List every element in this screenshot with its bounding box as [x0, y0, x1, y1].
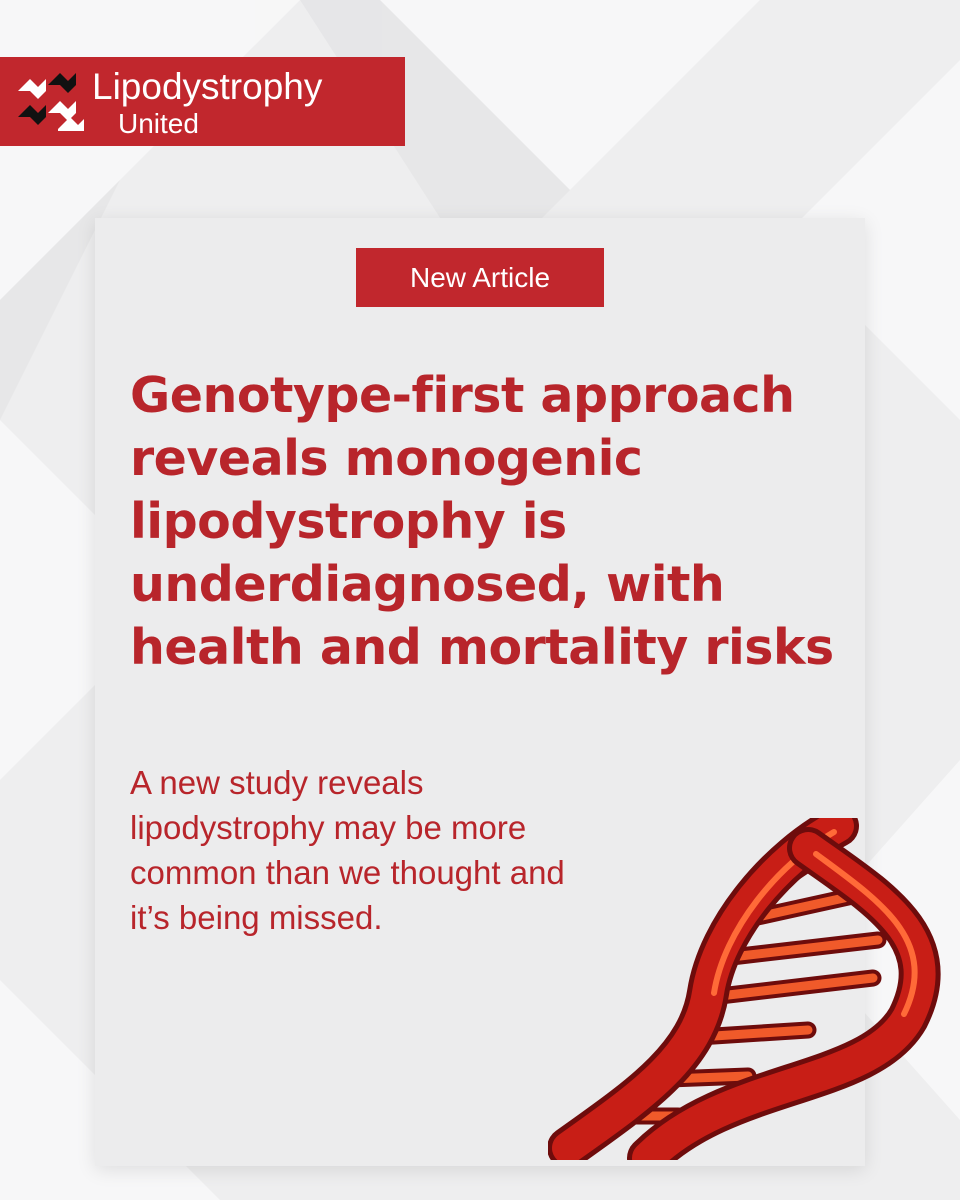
summary-line: lipodystrophy may be more	[130, 809, 527, 846]
article-headline	[130, 364, 855, 679]
summary-line: it’s being missed.	[130, 899, 383, 936]
brand-logo	[0, 57, 405, 146]
dna-helix-icon	[548, 818, 948, 1160]
new-article-badge: New Article	[356, 248, 604, 307]
houndstooth-logo-icon	[18, 73, 84, 131]
summary-line: A new study reveals	[130, 764, 424, 801]
headline-line: Genotype-first approach	[130, 367, 795, 424]
logo-subtitle: United	[118, 108, 199, 139]
logo-title: Lipodystrophy	[92, 66, 323, 107]
headline-line: reveals monogenic	[130, 430, 643, 487]
summary-line: common than we thought and	[130, 854, 565, 891]
headline-line: underdiagnosed, with	[130, 556, 725, 613]
headline-line: lipodystrophy is	[130, 493, 567, 550]
headline-line: health and mortality risks	[130, 619, 834, 676]
